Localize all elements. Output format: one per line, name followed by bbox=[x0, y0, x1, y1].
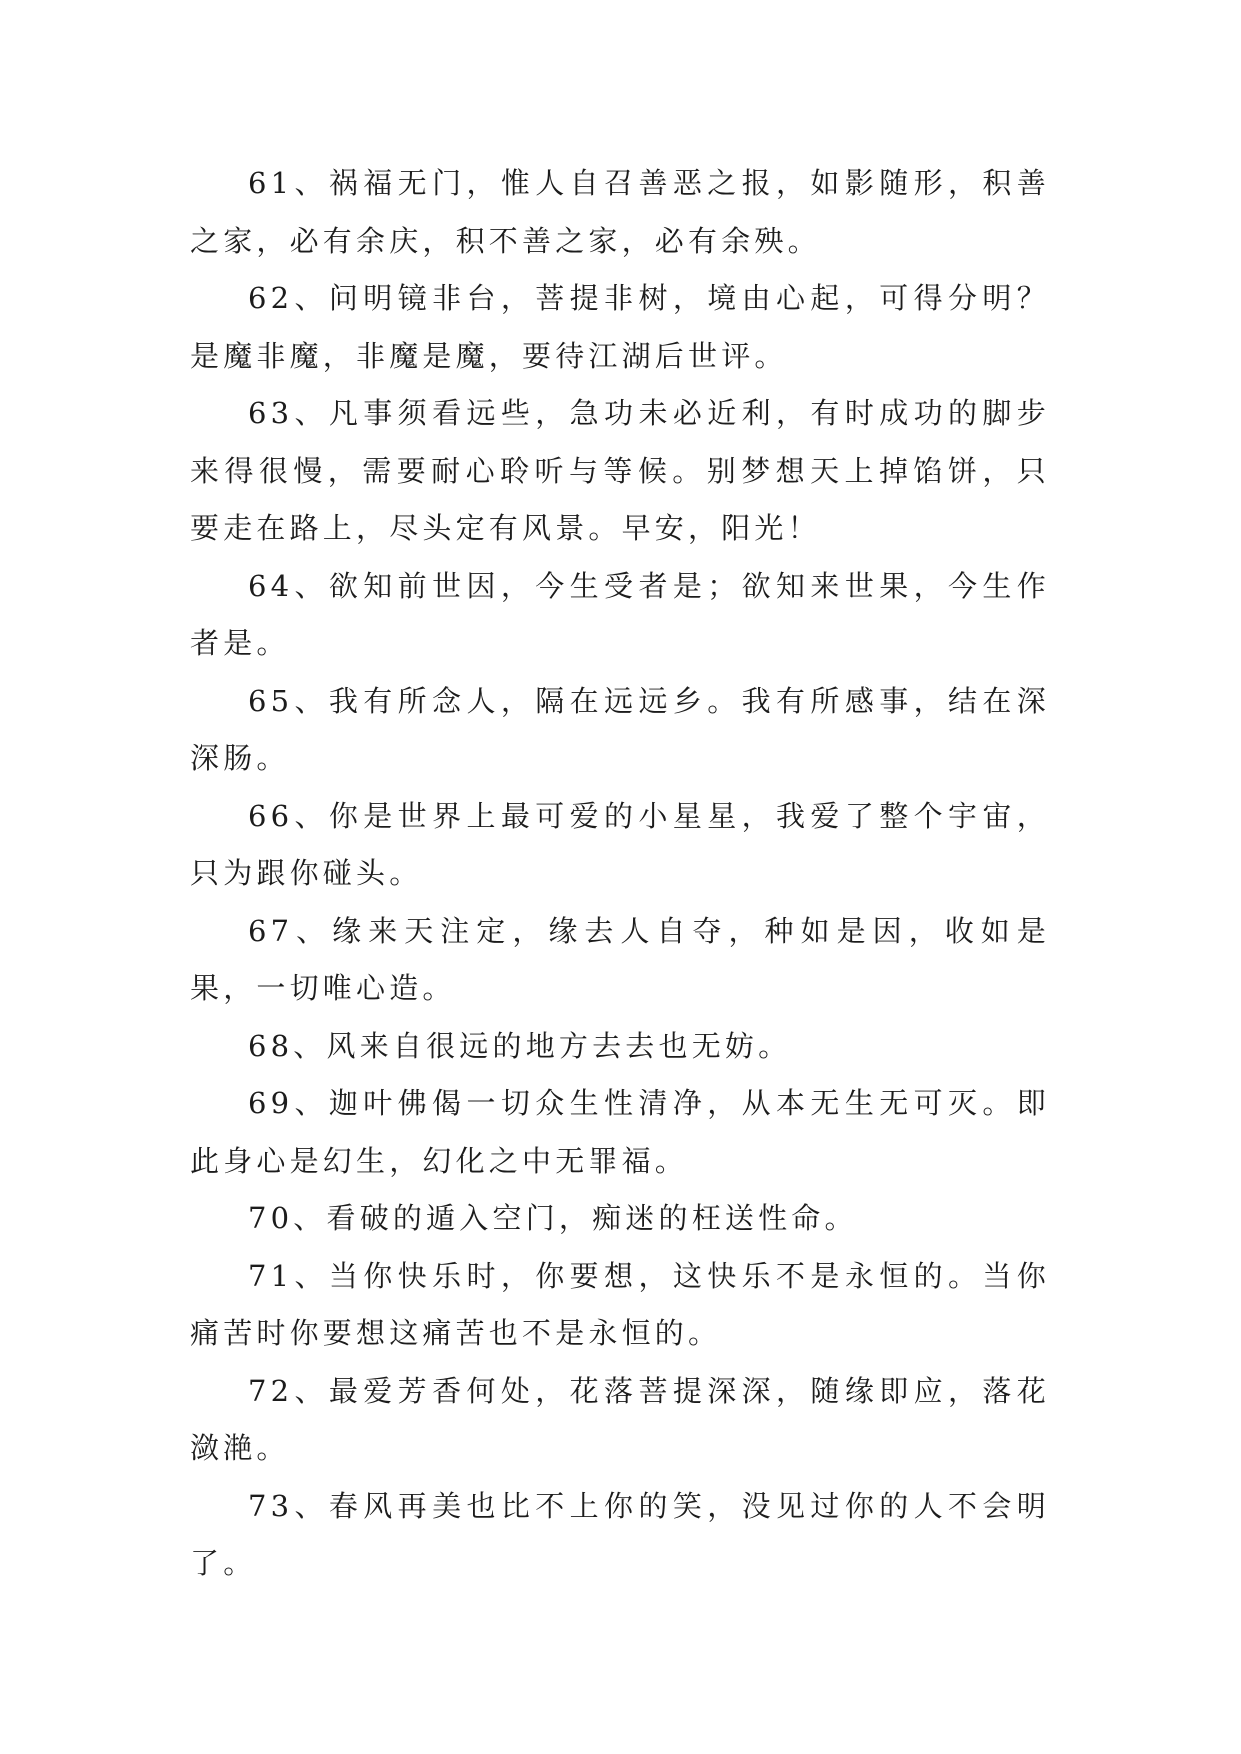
paragraph-62: 62、问明镜非台，菩提非树，境由心起，可得分明？是魔非魔，非魔是魔，要待江湖后世评。 bbox=[190, 281, 1050, 373]
paragraph-67: 67、缘来天注定，缘去人自夺，种如是因，收如是果，一切唯心造。 bbox=[190, 913, 1050, 1005]
paragraph-68: 68、风来自很远的地方去去也无妨。 bbox=[248, 1028, 792, 1063]
paragraph-61: 61、祸福无门，惟人自召善恶之报，如影随形，积善之家，必有余庆，积不善之家，必有余殃。 bbox=[190, 166, 1050, 258]
paragraph-70: 70、看破的遁入空门，痴迷的枉送性命。 bbox=[248, 1201, 858, 1235]
paragraph-71: 71、当你快乐时，你要想，这快乐不是永恒的。当你痛苦时你要想这痛苦也不是永恒的。 bbox=[190, 1258, 1050, 1350]
paragraph-63: 63、凡事须看远些，急功未必近利，有时成功的脚步来得很慢，需要耐心聆听与等候。别梦想天上掉馅饼，只要走在路上，尽头定有风景。早安，阳光！ bbox=[190, 396, 1050, 545]
paragraph-64: 64、欲知前世因，今生受者是；欲知来世果，今生作者是。 bbox=[190, 568, 1050, 660]
document-body bbox=[190, 155, 1050, 1593]
paragraph-72: 72、最爱芳香何处，花落菩提深深，随缘即应，落花潋滟。 bbox=[190, 1373, 1050, 1465]
paragraph-66: 66、你是世界上最可爱的小星星，我爱了整个宇宙，只为跟你碰头。 bbox=[190, 798, 1050, 890]
paragraph-65: 65、我有所念人，隔在远远乡。我有所感事，结在深深肠。 bbox=[190, 683, 1050, 775]
paragraph-69: 69、迦叶佛偈一切众生性清净，从本无生无可灭。即此身心是幻生，幻化之中无罪福。 bbox=[190, 1086, 1050, 1178]
paragraph-73: 73、春风再美也比不上你的笑，没见过你的人不会明了。 bbox=[190, 1488, 1050, 1580]
